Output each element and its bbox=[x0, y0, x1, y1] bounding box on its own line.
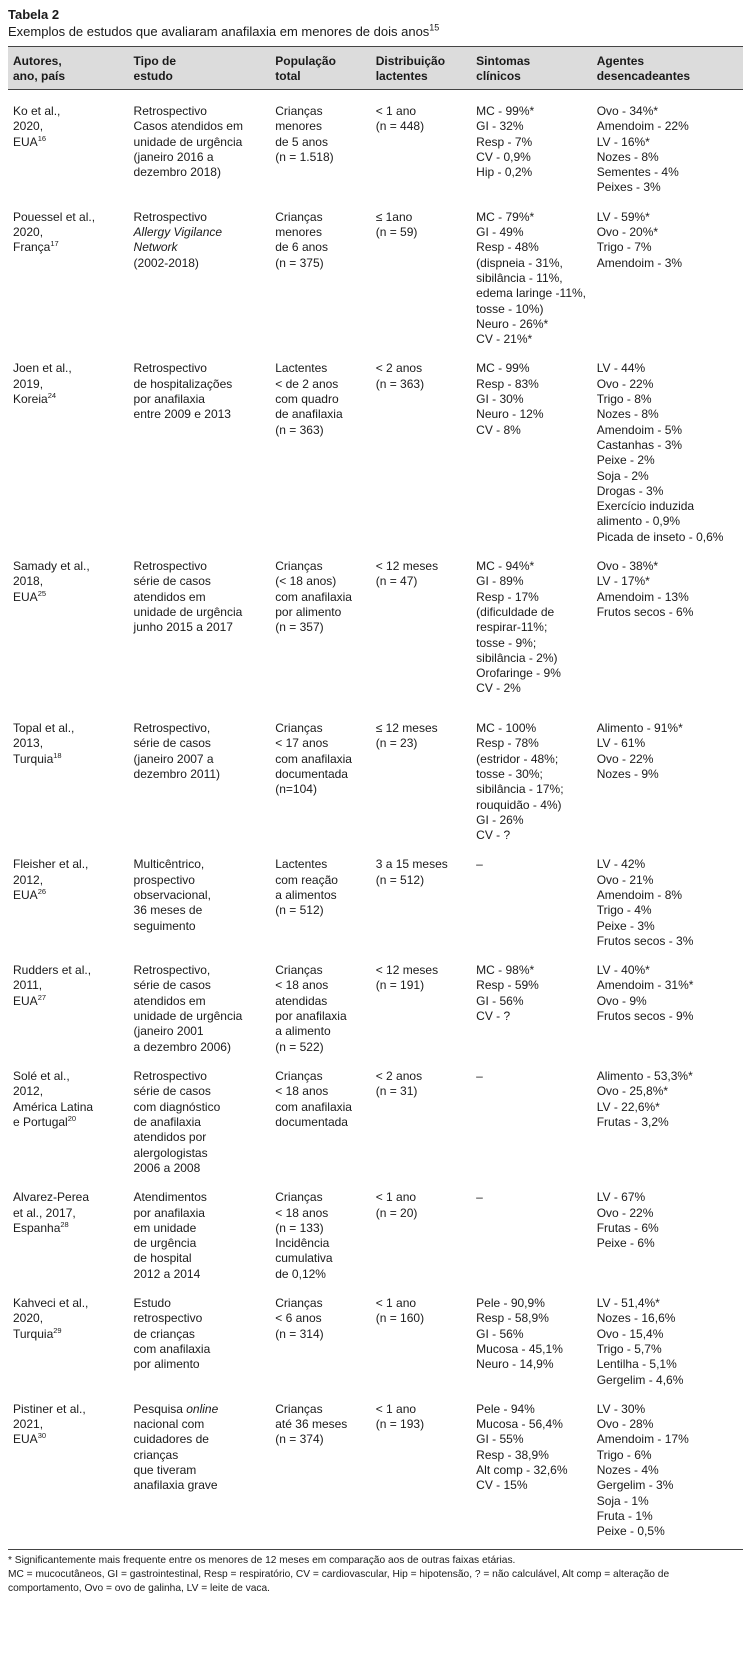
cell-triggers: LV - 42% Ovo - 21% Amendoim - 8% Trigo - 4% Peixe - 3% Frutos secos - 3% bbox=[596, 857, 694, 948]
study-type-text: Retrospectivo série de casos atendidos em unidade de urgência junho 2015 a 2017 bbox=[133, 559, 243, 635]
authors-text: Topal et al., 2013, Turquia bbox=[13, 721, 75, 766]
study-type-text: (2002-2018) bbox=[133, 255, 199, 270]
footnote-abbreviations: MC = mucocutâneos, GI = gastrointestinal, Resp = respiratório, CV = cardiovascular, Hip = hipotensão, ? = não calculável, Alt comp = alteração de comportamento, Ovo = ovo de galinha, LV = leite de vaca. bbox=[8, 1569, 670, 1594]
authors-text: Fleisher et al., 2012, EUA bbox=[13, 857, 89, 902]
authors-reference: 27 bbox=[37, 992, 47, 1002]
cell-study-type bbox=[129, 1388, 271, 1540]
cell-authors bbox=[8, 843, 129, 949]
study-type-text: Retrospectivo de hospitalizações por anafilaxia entre 2009 e 2013 bbox=[133, 361, 233, 422]
authors-text: Pistiner et al., 2021, EUA bbox=[13, 1401, 86, 1447]
cell-population: Crianças < 17 anos com anafilaxia documentada (n=104) bbox=[275, 721, 352, 797]
study-type-text: Multicêntrico, prospectivo observacional, 36 meses de seguimento bbox=[133, 857, 211, 933]
authors-reference: 28 bbox=[60, 1219, 69, 1229]
cell-study-type bbox=[129, 843, 271, 949]
cell-population: Lactentes com reação a alimentos (n = 512) bbox=[275, 857, 338, 918]
header-triggers: Agentes desencadeantes bbox=[592, 47, 743, 90]
study-type-text: Retrospectivo, série de casos (janeiro 2007 a dezembro 2011) bbox=[133, 721, 221, 781]
table-header bbox=[8, 47, 743, 90]
table-row bbox=[8, 707, 743, 843]
authors-reference: 29 bbox=[53, 1325, 62, 1335]
cell-population: Crianças (< 18 anos) com anafilaxia por alimento (n = 357) bbox=[275, 559, 352, 635]
header-infants: Distribuição lactentes bbox=[371, 47, 471, 90]
cell-infants: < 2 anos (n = 363) bbox=[375, 361, 425, 391]
authors-text: Pouessel et al., 2020, França bbox=[13, 209, 96, 255]
authors-text: Samady et al., 2018, EUA bbox=[13, 559, 90, 604]
cell-infants: < 2 anos (n = 31) bbox=[375, 1069, 423, 1099]
authors-reference: 18 bbox=[53, 750, 62, 760]
cell-authors bbox=[8, 1388, 129, 1540]
cell-authors bbox=[8, 1055, 129, 1176]
cell-authors bbox=[8, 347, 129, 545]
authors-text: Rudders et al., 2011, EUA bbox=[13, 963, 92, 1008]
table-footnotes bbox=[8, 1549, 743, 1595]
cell-infants: < 1 ano (n = 160) bbox=[375, 1296, 425, 1326]
cell-population: Crianças < 18 anos atendidas por anafilaxia a alimento (n = 522) bbox=[275, 963, 347, 1054]
cell-authors bbox=[8, 707, 129, 843]
table-row bbox=[8, 545, 743, 707]
cell-triggers: LV - 40%* Amendoim - 31%* Ovo - 9% Frutos secos - 9% bbox=[596, 963, 694, 1024]
table-label: Tabela 2 bbox=[8, 7, 60, 22]
table-row bbox=[8, 1176, 743, 1282]
cell-infants: < 12 meses (n = 47) bbox=[375, 559, 439, 589]
cell-study-type bbox=[129, 196, 271, 348]
authors-reference: 20 bbox=[67, 1114, 77, 1124]
cell-population: Crianças menores de 5 anos (n = 1.518) bbox=[275, 104, 334, 164]
table-body bbox=[8, 90, 743, 1540]
cell-population: Lactentes < de 2 anos com quadro de anafilaxia (n = 363) bbox=[275, 361, 343, 437]
authors-text: Alvarez-Perea et al., 2017, Espanha bbox=[13, 1190, 90, 1235]
cell-symptoms: MC - 94%* GI - 89% Resp - 17% (dificuldade de respirar-11%; tosse - 9%; sibilância - 2%) Orofaringe - 9% CV - 2% bbox=[476, 559, 561, 696]
cell-population: Crianças menores de 6 anos (n = 375) bbox=[275, 209, 328, 270]
cell-infants: < 1 ano (n = 448) bbox=[375, 104, 425, 134]
authors-text: Kahveci et al., 2020, Turquia bbox=[13, 1296, 89, 1341]
study-type-text: nacional com cuidadores de crianças que tiveram anafilaxia grave bbox=[133, 1417, 218, 1493]
cell-symptoms: – bbox=[476, 1069, 483, 1084]
cell-triggers: Ovo - 34%* Amendoim - 22% LV - 16%* Nozes - 8% Sementes - 4% Peixes - 3% bbox=[596, 104, 689, 195]
authors-reference: 30 bbox=[37, 1431, 47, 1441]
cell-infants: 3 a 15 meses (n = 512) bbox=[375, 857, 448, 887]
study-type-text: Pesquisa bbox=[133, 1401, 187, 1416]
cell-infants: ≤ 12 meses (n = 23) bbox=[375, 721, 438, 751]
cell-symptoms: – bbox=[476, 1190, 483, 1205]
cell-symptoms: Pele - 94% Mucosa - 56,4% GI - 55% Resp - 38,9% Alt comp - 32,6% CV - 15% bbox=[476, 1401, 568, 1493]
caption-text: Exemplos de estudos que avaliaram anafilaxia em menores de dois anos bbox=[8, 24, 430, 39]
table-row bbox=[8, 196, 743, 348]
cell-authors bbox=[8, 949, 129, 1055]
cell-triggers: Alimento - 53,3%* Ovo - 25,8%* LV - 22,6%* Frutas - 3,2% bbox=[596, 1069, 693, 1130]
cell-study-type bbox=[129, 347, 271, 545]
cell-triggers: LV - 30% Ovo - 28% Amendoim - 17% Trigo - 6% Nozes - 4% Gergelim - 3% Soja - 1% Fruta - 1% Peixe - 0,5% bbox=[596, 1401, 689, 1539]
cell-triggers: LV - 51,4%* Nozes - 16,6% Ovo - 15,4% Trigo - 5,7% Lentilha - 5,1% Gergelim - 4,6% bbox=[596, 1296, 684, 1387]
study-type-text: Retrospectivo série de casos com diagnóstico de anafilaxia atendidos por alergologistas 2006 a 2008 bbox=[133, 1069, 221, 1175]
cell-study-type bbox=[129, 90, 271, 196]
cell-symptoms: MC - 79%* GI - 49% Resp - 48% (dispneia - 31%, sibilância - 11%, edema laringe -11%, tosse - 10%) Neuro - 26%* CV - 21%* bbox=[476, 209, 586, 347]
header-population: População total bbox=[270, 47, 370, 90]
authors-reference: 16 bbox=[37, 133, 47, 143]
authors-reference: 26 bbox=[37, 886, 47, 896]
table-row bbox=[8, 1282, 743, 1388]
table-row bbox=[8, 347, 743, 545]
cell-study-type bbox=[129, 1282, 271, 1388]
cell-population: Crianças < 18 anos (n = 133) Incidência cumulativa de 0,12% bbox=[275, 1190, 333, 1281]
authors-text: Ko et al., 2020, EUA bbox=[13, 104, 61, 149]
cell-authors bbox=[8, 1176, 129, 1282]
cell-population: Crianças < 18 anos com anafilaxia documentada bbox=[275, 1069, 352, 1130]
caption-reference: 15 bbox=[429, 22, 440, 33]
cell-symptoms: MC - 99%* GI - 32% Resp - 7% CV - 0,9% Hip - 0,2% bbox=[476, 104, 535, 180]
table-row bbox=[8, 949, 743, 1055]
header-symptoms: Sintomas clínicos bbox=[471, 47, 592, 90]
authors-reference: 25 bbox=[37, 588, 47, 598]
cell-authors bbox=[8, 545, 129, 707]
footnote-significance: * Significantemente mais frequente entre os menores de 12 meses em comparação aos de outras faixas etárias. bbox=[8, 1555, 516, 1567]
study-type-italic: Allergy Vigilance Network bbox=[133, 225, 223, 255]
table-row bbox=[8, 843, 743, 949]
header-row bbox=[8, 47, 743, 90]
cell-study-type bbox=[129, 707, 271, 843]
cell-symptoms: MC - 100% Resp - 78% (estridor - 48%; tosse - 30%; sibilância - 17%; rouquidão - 4%) GI - 26% CV - ? bbox=[476, 721, 564, 843]
cell-infants: < 12 meses (n = 191) bbox=[375, 963, 439, 993]
cell-infants: < 1 ano (n = 20) bbox=[375, 1190, 418, 1220]
cell-study-type bbox=[129, 1055, 271, 1176]
studies-table bbox=[8, 46, 743, 1539]
cell-study-type bbox=[129, 949, 271, 1055]
study-type-text: Retrospectivo Casos atendidos em unidade de urgência (janeiro 2016 a dezembro 2018) bbox=[133, 104, 243, 180]
cell-triggers: Ovo - 38%* LV - 17%* Amendoim - 13% Frutos secos - 6% bbox=[596, 559, 694, 619]
cell-study-type bbox=[129, 1176, 271, 1282]
cell-triggers: LV - 59%* Ovo - 20%* Trigo - 7% Amendoim - 3% bbox=[596, 209, 683, 270]
cell-authors bbox=[8, 196, 129, 348]
study-type-text: Estudo retrospectivo de crianças com anafilaxia por alimento bbox=[133, 1296, 211, 1372]
cell-symptoms: Pele - 90,9% Resp - 58,9% GI - 56% Mucosa - 45,1% Neuro - 14,9% bbox=[476, 1296, 563, 1372]
table-row bbox=[8, 90, 743, 196]
cell-authors bbox=[8, 1282, 129, 1388]
cell-population: Crianças até 36 meses (n = 374) bbox=[275, 1401, 348, 1447]
study-type-italic: online bbox=[186, 1401, 219, 1416]
header-study-type: Tipo de estudo bbox=[129, 47, 271, 90]
cell-population: Crianças < 6 anos (n = 314) bbox=[275, 1296, 324, 1341]
study-type-text: Retrospectivo bbox=[133, 209, 207, 224]
cell-authors bbox=[8, 90, 129, 196]
cell-symptoms: MC - 98%* Resp - 59% GI - 56% CV - ? bbox=[476, 963, 539, 1024]
cell-symptoms: MC - 99% Resp - 83% GI - 30% Neuro - 12% CV - 8% bbox=[476, 361, 544, 437]
authors-reference: 24 bbox=[47, 391, 57, 401]
cell-triggers: Alimento - 91%* LV - 61% Ovo - 22% Nozes - 9% bbox=[596, 721, 683, 781]
table-caption bbox=[8, 23, 743, 41]
authors-text: Joen et al., 2019, Koreia bbox=[13, 361, 72, 407]
cell-triggers: LV - 67% Ovo - 22% Frutas - 6% Peixe - 6% bbox=[596, 1190, 659, 1251]
study-type-text: Atendimentos por anafilaxia em unidade de urgência de hospital 2012 a 2014 bbox=[133, 1190, 207, 1281]
cell-study-type bbox=[129, 545, 271, 707]
table-row bbox=[8, 1388, 743, 1540]
table-row bbox=[8, 1055, 743, 1176]
cell-infants: ≤ 1ano (n = 59) bbox=[375, 209, 418, 240]
cell-infants: < 1 ano (n = 193) bbox=[375, 1401, 425, 1432]
study-type-text: Retrospectivo, série de casos atendidos em unidade de urgência (janeiro 2001 a dezembro 2006) bbox=[133, 963, 243, 1054]
authors-text: Solé et al., 2012, América Latina e Portugal bbox=[13, 1069, 94, 1130]
cell-symptoms: – bbox=[476, 857, 483, 872]
cell-triggers: LV - 44% Ovo - 22% Trigo - 8% Nozes - 8% Amendoim - 5% Castanhas - 3% Peixe - 2% Soja - 2% Drogas - 3% Exercício induzida alimento - 0,9% Picada de inseto - 0,6% bbox=[596, 361, 724, 544]
authors-reference: 17 bbox=[50, 239, 59, 249]
header-authors: Autores, ano, país bbox=[8, 47, 129, 90]
